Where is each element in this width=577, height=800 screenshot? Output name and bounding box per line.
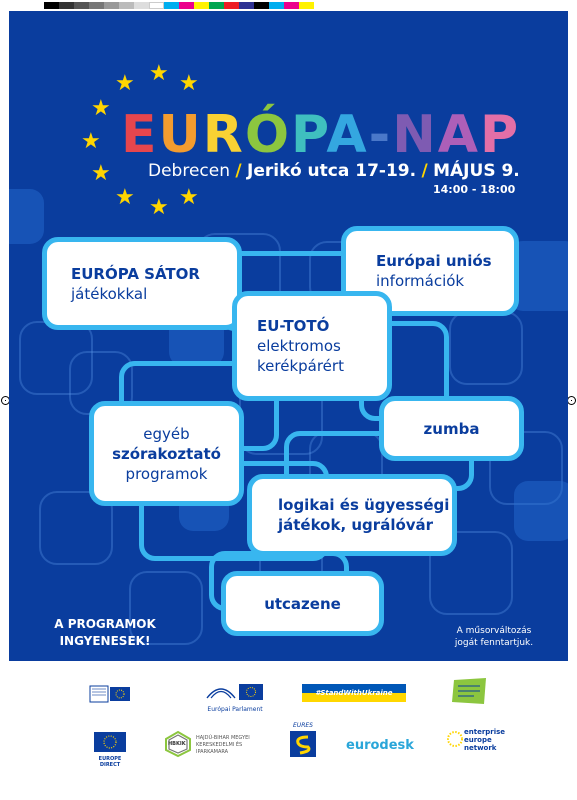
european-parliament-icon: [203, 678, 267, 704]
free-programs-note: [45, 616, 165, 650]
program-line: egyéb: [143, 424, 190, 443]
hbkik-line: IPARKAMARA: [196, 749, 229, 755]
een-stars-icon: [446, 730, 464, 748]
title-letter: A: [326, 105, 369, 165]
program-title: utcazene: [264, 594, 341, 613]
program-line: programok: [125, 464, 208, 483]
eures-label: EURES: [293, 722, 313, 729]
logo-hbkik: [164, 730, 274, 762]
eurodesk-label: eurodesk: [346, 738, 414, 753]
title-letter: P: [291, 105, 327, 165]
registration-mark-right: [567, 396, 576, 405]
separator-slash: /: [421, 161, 428, 181]
event-date: MÁJUS 9.: [433, 161, 520, 181]
title-letter: P: [480, 105, 521, 165]
bg-square: [514, 481, 568, 541]
eu-star-icon: ★: [149, 61, 169, 86]
eu-star-icon: ★: [179, 71, 199, 96]
een-name: [464, 728, 505, 752]
logo-european-commission: [88, 680, 133, 712]
title-letter: N: [392, 105, 438, 165]
event-location-date: [148, 161, 520, 181]
ukraine-label: #StandWithUkraine: [315, 689, 393, 697]
program-eu-toto: [232, 291, 392, 401]
een-line: enterprise: [464, 728, 506, 736]
logo-enterprise-europe-network: [446, 724, 516, 764]
program-title: EU-TOTÓ: [257, 317, 330, 335]
program-subtitle: játékokkal: [71, 284, 148, 303]
program-line: szórakoztató: [112, 444, 221, 463]
logo-european-parliament: [200, 678, 270, 713]
europe-direct-label: EUROPE DIRECT: [98, 756, 122, 768]
eures-icon: [288, 729, 318, 759]
logo-eurodesk: [346, 738, 421, 753]
eu-star-icon: ★: [179, 185, 199, 210]
disclaimer-line: A műsorváltozás: [456, 626, 532, 636]
program-line: kerékpárért: [257, 357, 344, 375]
program-title: EURÓPA SÁTOR: [71, 264, 200, 283]
print-color-bar: [44, 2, 314, 9]
eu-star-icon: ★: [149, 195, 169, 220]
european-commission-icon: [88, 680, 133, 710]
separator-slash: /: [235, 161, 242, 181]
hbkik-line: KERESKEDELMI ÉS: [196, 742, 243, 748]
event-time: 14:00 - 18:00: [433, 183, 516, 196]
free-line: INGYENESEK!: [59, 634, 151, 648]
free-line: A PROGRAMOK: [54, 617, 156, 631]
poster: [9, 11, 568, 661]
bg-square: [449, 311, 523, 385]
bg-square: [9, 189, 44, 244]
eu-star-icon: ★: [115, 71, 135, 96]
eu-star-icon: ★: [91, 96, 111, 121]
hbkik-name: [196, 735, 250, 756]
program-egyeb: [89, 401, 244, 506]
een-line: europe: [464, 736, 492, 744]
event-city: Debrecen: [148, 161, 230, 181]
disclaimer-line: jogát fenntartjuk.: [454, 638, 534, 648]
eu-star-icon: ★: [91, 161, 111, 186]
program-line: információk: [376, 272, 465, 290]
event-title: [121, 105, 520, 165]
title-letter: U: [158, 105, 203, 165]
program-line: elektromos: [257, 337, 341, 355]
logo-eures: [284, 722, 322, 761]
een-line: network: [464, 744, 497, 752]
logo-europe-day-green: [450, 676, 490, 708]
disclaimer: [439, 625, 549, 649]
program-title: zumba: [423, 419, 480, 438]
eu-star-icon: ★: [115, 185, 135, 210]
ep-label: Európai Parlament: [207, 706, 263, 713]
hbkik-line: HAJDÚ-BIHAR MEGYEI: [196, 735, 250, 741]
program-line: Európai uniós: [376, 252, 492, 270]
logo-stand-with-ukraine: [302, 684, 406, 702]
europe-direct-icon: [92, 730, 128, 754]
title-letter: A: [437, 105, 480, 165]
title-letter: E: [121, 105, 159, 165]
program-zumba: [379, 396, 524, 461]
hbkik-abbr: HBKIK: [168, 741, 186, 747]
program-logikai: [247, 474, 457, 556]
europe-day-badge-icon: [450, 676, 490, 706]
eu-star-icon: ★: [81, 129, 101, 154]
title-letter: Ó: [244, 105, 292, 165]
program-line: logikai és ügyességi: [278, 496, 450, 514]
program-europa-sator: [42, 237, 242, 330]
event-address: Jerikó utca 17-19.: [247, 161, 417, 181]
logo-europe-direct: [88, 730, 132, 768]
program-utcazene: [221, 571, 384, 636]
title-letter: R: [202, 105, 245, 165]
title-letter: -: [368, 105, 393, 165]
program-line: játékok, ugrálóvár: [278, 516, 434, 534]
